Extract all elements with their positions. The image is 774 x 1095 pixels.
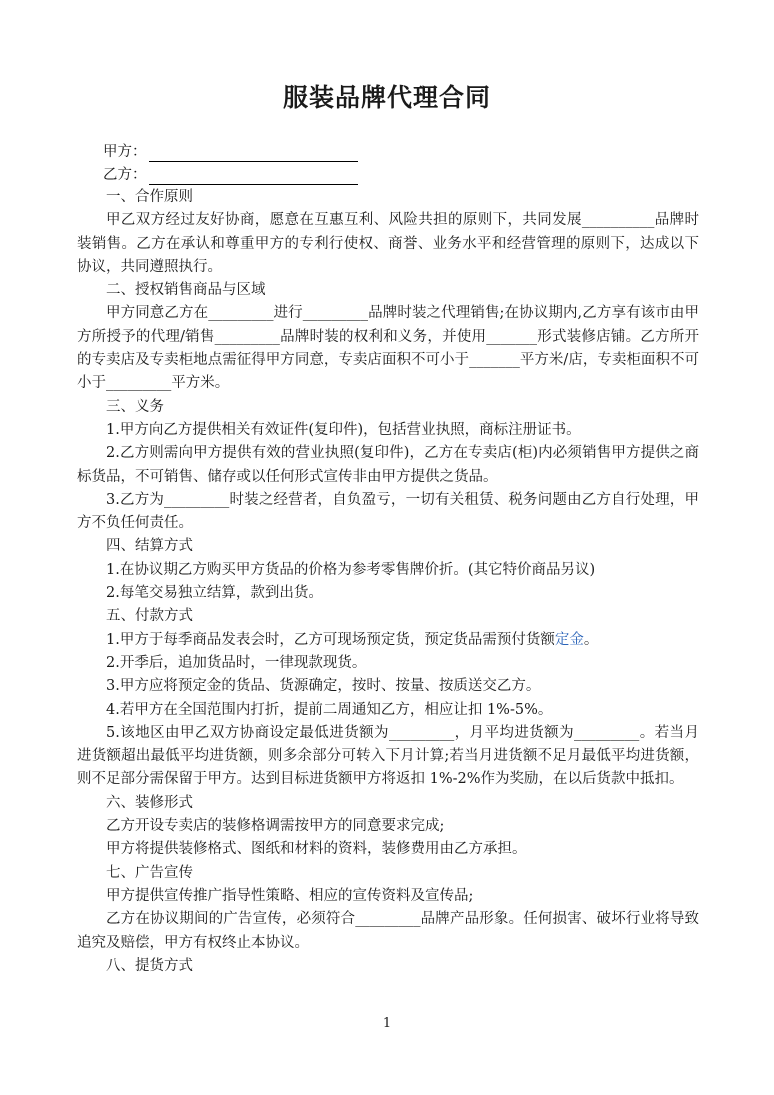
section-heading: 七、广告宣传 xyxy=(106,864,193,881)
paragraph: 4.若甲方在全国范围内打折，提前二周通知乙方，相应让扣 1%-5%。 xyxy=(106,701,553,718)
section-heading: 八、提货方式 xyxy=(106,957,193,974)
paragraph: 2.开季后，追加货品时，一律现款现货。 xyxy=(106,654,367,671)
paragraph: 3.乙方为_________时装之经营者，自负盈亏，一切有关租赁、税务问题由乙方自行处理，甲方不负任何责任。 xyxy=(77,491,699,532)
section-heading: 四、结算方式 xyxy=(106,538,193,555)
party-b-row xyxy=(103,165,358,185)
paragraph: 5.该地区由甲乙双方协商设定最低进货额为_________，月平均进货额为_________。若当月进货额超出最低平均进货额，则多余部分可转入下月计算;若当月进货额不足月最低平均进货额，则不足部分需保留于甲方。达到目标进货额甲方将返扣 1%-2%作为奖励，在以后货款中抵扣。 xyxy=(77,724,699,788)
section-heading: 三、义务 xyxy=(106,398,164,415)
section-heading: 二、授权销售商品与区域 xyxy=(106,282,266,299)
contract-body xyxy=(77,186,699,978)
section-heading: 一、合作原则 xyxy=(106,189,193,205)
paragraph-text: 1.甲方于每季商品发表会时，乙方可现场预定货，预定货品需预付货额 xyxy=(106,631,555,648)
paragraph: 甲方提供宣传推广指导性策略、相应的宣传资料及宣传品; xyxy=(106,887,474,904)
party-a-label: 甲方： xyxy=(103,144,147,160)
deposit-link[interactable]: 定金 xyxy=(554,631,584,648)
document-title: 服装品牌代理合同 xyxy=(282,83,491,112)
paragraph: 2.每笔交易独立结算，款到出货。 xyxy=(106,585,323,602)
section-heading: 五、付款方式 xyxy=(106,608,193,625)
paragraph: 1.甲方向乙方提供相关有效证件(复印件)，包括营业执照，商标注册证书。 xyxy=(106,421,581,438)
paragraph: 甲方将提供装修格式、图纸和材料的资料，装修费用由乙方承担。 xyxy=(106,841,527,858)
page-number: 1 xyxy=(382,1016,392,1031)
paragraph: 2.乙方则需向甲方提供有效的营业执照(复印件)，乙方在专卖店(柜)内必须销售甲方提供之商标货品，不可销售、储存或以任何形式宣传非由甲方提供之货品。 xyxy=(77,445,699,485)
paragraph: 3.甲方应将预定金的货品、货源确定，按时、按量、按质送交乙方。 xyxy=(106,678,541,695)
paragraph: 甲乙双方经过友好协商，愿意在互惠互利、风险共担的原则下，共同发展__________品牌时装销售。乙方在承认和尊重甲方的专利行使权、商誉、业务水平和经营管理的原则下，达成以下协议，共同遵照执行。 xyxy=(77,212,699,275)
section-heading: 六、装修形式 xyxy=(106,794,193,811)
party-a-blank xyxy=(149,146,358,162)
paragraph: 1.在协议期乙方购买甲方货品的价格为参考零售牌价折。(其它特价商品另议) xyxy=(106,561,596,578)
paragraph: 乙方开设专卖店的装修格调需按甲方的同意要求完成; xyxy=(106,818,445,835)
party-b-blank xyxy=(149,169,358,185)
party-a-row xyxy=(103,142,358,162)
paragraph: 乙方在协议期间的广告宣传，必须符合_________品牌产品形象。任何损害、破坏行业将导致追究及赔偿，甲方有权终止本协议。 xyxy=(77,911,699,951)
paragraph xyxy=(77,629,699,652)
paragraph: 甲方同意乙方在_________进行_________品牌时装之代理销售;在协议期内,乙方享有该市由甲方所授予的代理/销售_________品牌时装的权利和义务，并使用_______形式装修店铺。乙方所开的专卖店及专卖柜地点需征得甲方同意，专卖店面积不可小于_______平方米/店，专卖柜面积不可小于_________平方米。 xyxy=(77,305,699,392)
party-b-label: 乙方： xyxy=(103,167,147,183)
paragraph-text: 。 xyxy=(583,631,599,648)
